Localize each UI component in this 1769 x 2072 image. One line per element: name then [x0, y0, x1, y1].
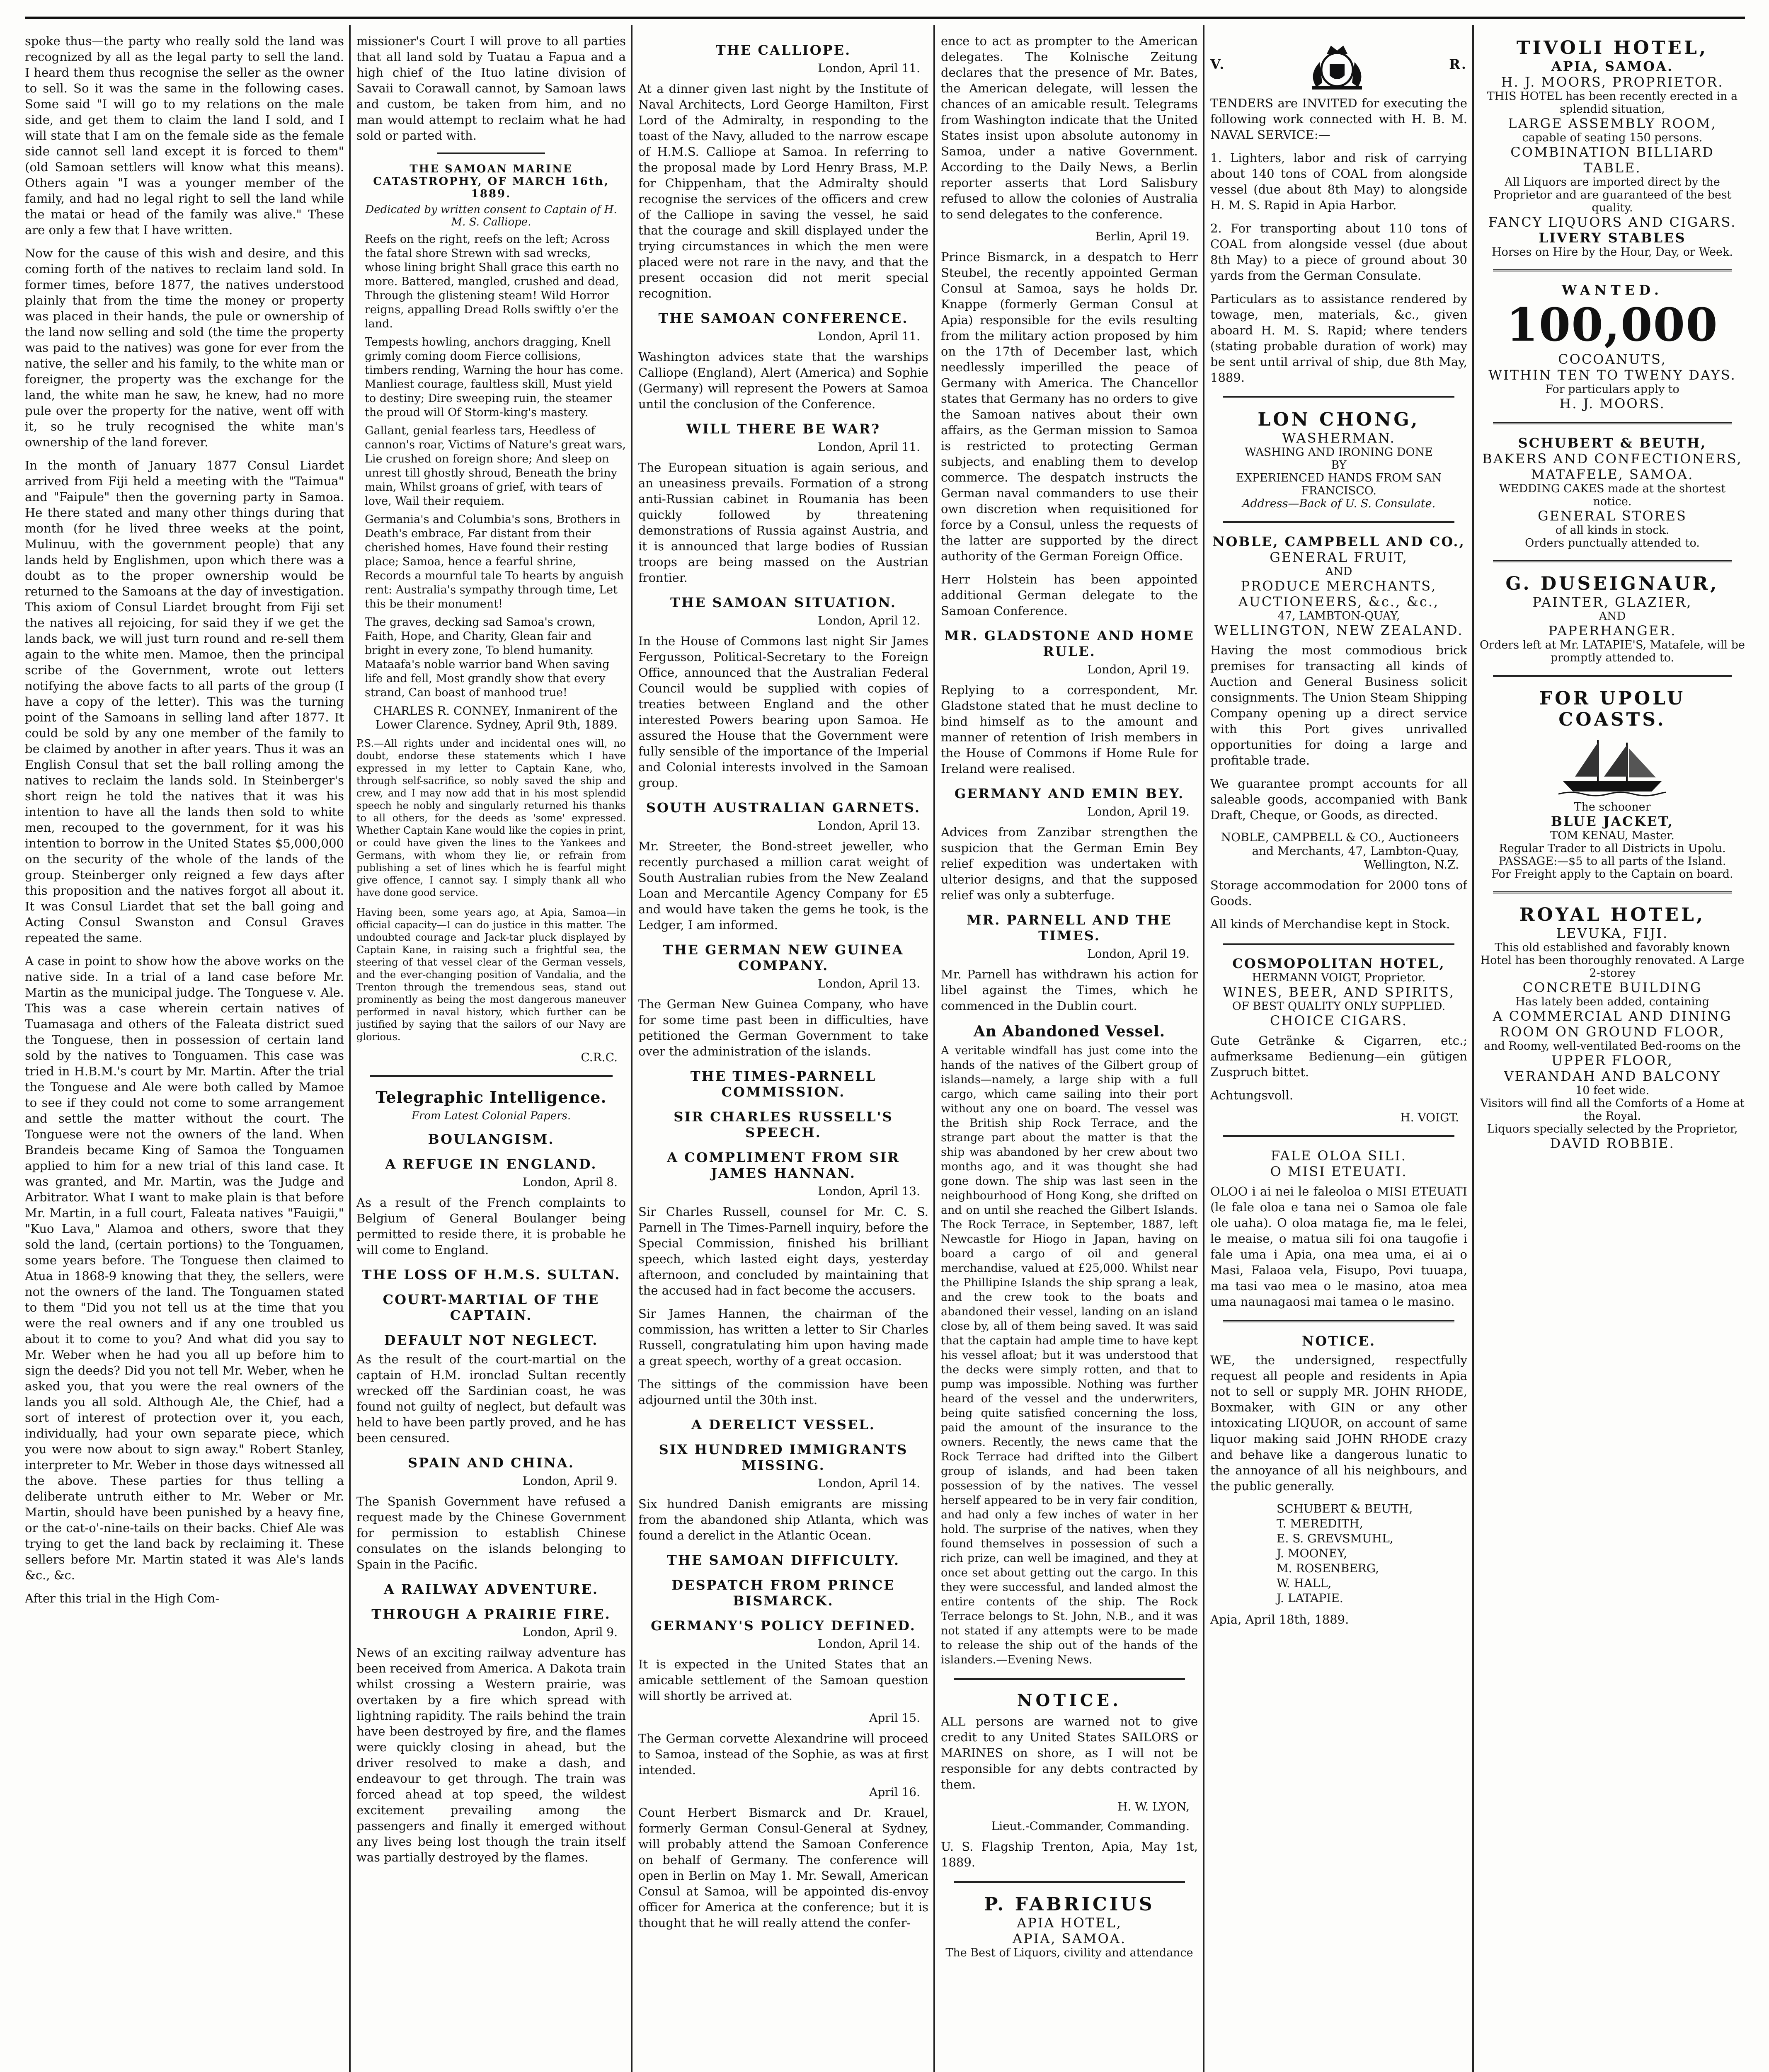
column-5 [1210, 33, 1467, 2072]
dateline: London, April 11. [818, 329, 920, 343]
column-rule [1472, 25, 1474, 2072]
article-paragraph: Six hundred Danish emigrants are missing from the abandoned ship Atlanta, which was found a derelict in the Atlantic Ocean. [638, 1497, 928, 1542]
article-paragraph: In the month of January 1877 Consul Liardet arrived from Fiji held a meeting with the "Taimua" and "Faipule" then the governing party in Samoa. He there stated and many other things during that month (for he lived three weeks at the point, Mulinuu, with the government people) that any lands held by Englishmen, upon which there was a doubt as to the proper ownership would be returned to the Samoans at the day of investigation. This axiom of Consul Liardet brought from Fiji set the natives all rejoicing, for said they if we get the lands back, we will just turn round and re-sell them again to the white men. Mamoe, then the principal scribe of the Government, wrote out letters notifying the above facts to all parts of the group (I have a copy of the letter). This was the turning point of the Samoans in selling land after 1877. It could be sold by any one member of the family to be claimed by another in after years. Thus it was an English Consul that set the ball rolling among the natives to reclaim the lands sold. In Steinberger's short reign he told the natives that it was his intention to have all the lands then sold to white men, recouped to the government, for it was his intention to borrow in the United States $5,000,000 on the security of the whole of the lands of the group. Steinberger only reigned a few days after this proposition and the natives forgot all about it. It was Consul Liardet that set the ball going and Acting Consul Swanston and Consul Graves repeated the same. [25, 458, 344, 945]
headline: THE TIMES-PARNELL COMMISSION. [690, 1068, 877, 1100]
schooner-ship-icon [1558, 734, 1666, 796]
headline: WILL THERE BE WAR? [686, 421, 881, 437]
ad-line: WITHIN TEN TO TWENY DAYS. [1488, 367, 1736, 383]
dateline: London, April 9. [522, 1474, 618, 1488]
tenders-item: 1. Lighters, labor and risk of carrying about 140 tons of COAL from alongside vessel (due about 8th May) to alongside H. M. S. Rapid in Apia Harbor. [1210, 151, 1467, 212]
ad-line: Has lately been added, containing [1515, 995, 1709, 1008]
tenders-item: 2. For transporting about 110 tons of COAL from alongside vessel (due about 8th May) to a piece of ground about 30 yards from the German Consulate. [1210, 221, 1467, 283]
notice-date: Apia, April 18th, 1889. [1210, 1612, 1349, 1627]
dateline: London, April 11. [818, 61, 920, 75]
naval-tenders-ad [1210, 37, 1467, 91]
signatory: T. MEREDITH, [1277, 1517, 1363, 1530]
dateline: Berlin, April 19. [1095, 230, 1190, 243]
article-paragraph: spoke thus—the party who really sold the land was recognized by all as the legal party to sell the land. I heard them thus recognise the seller as the owner to sell. So it was the same in the following cases. Some said "I will go to my relations on the male side, and get them to claim the land I sold, and I will state that I am on the female side as the female side cannot sell land except it is forced to them" (old Samoan settlers will know what this means). Others again "I was a younger member of the family, and had no legal right to sell the land while the matai or head of the family was alive." These are only a few that I have written. [25, 34, 344, 237]
ad-line: Liquors specially selected by the Proprietor, [1487, 1123, 1738, 1135]
ad-line: of all kinds in stock. [1555, 524, 1670, 537]
poem-stanza: The graves, decking sad Samoa's crown, Faith, Hope, and Charity, Glean fair and bright in every zone, To blend humanity. Mataafa's noble warrior band When saving life and fell, Most grandly show that every strand, Can boast of manhood true! [365, 616, 610, 699]
headline: A COMPLIMENT FROM SIR JAMES HANNAN. [667, 1150, 900, 1181]
headline: SOUTH AUSTRALIAN GARNETS. [646, 800, 921, 816]
article-paragraph: Washington advices state that the warships Calliope (England), Alert (America) and Sophie (Germany) will represent the Powers at Samoa until the conclusion of the Conference. [638, 350, 928, 411]
ad-line: THIS HOTEL has been recently erected in a splendid situation, [1487, 90, 1738, 116]
ad-line: AND [1325, 565, 1352, 578]
headline: COURT-MARTIAL OF THE CAPTAIN. [383, 1292, 600, 1323]
ad-text: We guarantee prompt accounts for all saleable goods, accompanied with Bank Draft, Cheque, or Goods, as directed. [1210, 777, 1467, 822]
signatory: E. S. GREVSMUHL, [1277, 1532, 1393, 1545]
ad-signature: NOBLE, CAMPBELL & CO., Auctioneers and Merchants, 47, Lambton-Quay, Wellington, N.Z. [1221, 830, 1459, 871]
article-paragraph: Advices from Zanzibar strengthen the suspicion that the German Emin Bey relief expedition was undertaken with ulterior designs, and that the supposed relief was only a subterfuge. [941, 825, 1198, 902]
ad-line: COASTS. [1558, 709, 1666, 730]
article-paragraph: Replying to a correspondent, Mr. Gladstone stated that he must decline to bind himself as to the amount and manner of retention of Irish members in the House of Commons if Home Rule for Ireland were realised. [941, 683, 1198, 776]
dateline: London, April 19. [1087, 947, 1190, 961]
article-paragraph: The sittings of the commission have been adjourned until the 30th inst. [638, 1377, 928, 1407]
ad-name: FOR UPOLU [1539, 688, 1686, 709]
ad-line: TOM KENAU, Master. [1550, 829, 1674, 842]
ad-line: WELLINGTON, NEW ZEALAND. [1214, 622, 1464, 638]
ad-line: VERANDAH AND BALCONY [1504, 1068, 1721, 1084]
article-paragraph: At a dinner given last night by the Institute of Naval Architects, Lord George Hamilton, First Lord of the Admiralty, in responding to the toast of the Navy, alluded to the narrow escape of H.M.S. Calliope at Samoa. In referring to the proposal made by Lord Henry Brass, M.P. for Chippenham, that the Admiralty should recognise the services of the officers and crew of the Calliope in saving the vessel, he said that the courage and skill displayed under the trying circumstances in which the men were placed were not rare in the navy, and that the present occasion did not merit special recognition. [638, 82, 928, 300]
ad-text: Achtungsvoll. [1210, 1088, 1293, 1102]
divider [1493, 675, 1732, 677]
ad-line: AUCTIONEERS, &c., &c., [1238, 594, 1439, 610]
article-paragraph: Mr. Streeter, the Bond-street jeweller, who recently purchased a million carat weight of South Australian rubies from the New Zealand Loan and Mercantile Agency Company for £5 and would have taken the gems he took, is the Ledger, I am informed. [638, 839, 928, 932]
ad-line: 10 feet wide. [1575, 1084, 1649, 1097]
poem-stanza: Germania's and Columbia's sons, Brothers in Death's embrace, Far distant from their cherished homes, Have found their resting place; Samoa, hence a fearful shrine, Records a mournful tale To hearts by anguish rent: Australia's sympathy through time, Let this be their monument! [365, 513, 624, 610]
royal-crest-icon [1304, 37, 1370, 91]
ad-line: and Roomy, well-ventilated Bed-rooms on the [1484, 1040, 1741, 1053]
lon-chong-ad [1210, 409, 1467, 510]
dateline: London, April 12. [818, 614, 920, 627]
dateline: April 16. [869, 1785, 920, 1799]
ad-line: WASHING AND IRONING DONE [1244, 446, 1433, 459]
tivoli-hotel-ad [1480, 37, 1745, 259]
poem-stanza: Gallant, genial fearless tars, Heedless of cannon's roar, Victims of Nature's great wars, Lie crushed on foreign shore; And sleep on unrest till ghostly shroud, Beneath the briny main, Whilst groans of grief, with tears of love, Wail their requiem. [365, 424, 626, 508]
divider [1223, 396, 1454, 398]
wanted-number: 100,000 [1506, 298, 1718, 351]
ad-line: Orders punctually attended to. [1525, 537, 1700, 549]
headline: A DERELICT VESSEL. [691, 1417, 875, 1433]
headline: SIX HUNDRED IMMIGRANTS MISSING. [659, 1442, 908, 1473]
ad-line: GENERAL FRUIT, [1270, 549, 1408, 565]
ad-line: WASHERMAN. [1282, 430, 1396, 446]
dateline: London, April 8. [522, 1175, 618, 1189]
ad-line: AND [1599, 610, 1626, 623]
ad-line: BLUE JACKET, [1551, 813, 1674, 829]
article-paragraph: Sir James Hannen, the chairman of the commission, has written a letter to Sir Charles Russell, congratulating him upon having made a great speech, worthy of a great occasion. [638, 1307, 928, 1368]
ad-line: PAPERHANGER. [1548, 623, 1677, 639]
headline: THE GERMAN NEW GUINEA COMPANY. [663, 942, 904, 973]
poem-title: THE SAMOAN MARINE CATASTROPHY, OF MARCH 16th, 1889. [373, 163, 609, 200]
headline: SIR CHARLES RUSSELL'S SPEECH. [674, 1109, 893, 1140]
signatory: J. LATAPIE. [1277, 1591, 1343, 1605]
crest-letter: R. [1449, 56, 1467, 72]
column-rule [349, 25, 351, 2072]
article-paragraph: The German corvette Alexandrine will proceed to Samoa, instead of the Sophie, as was at first intended. [638, 1731, 928, 1777]
top-rule [25, 17, 1745, 19]
ad-line: Horses on Hire by the Hour, Day, or Week. [1492, 246, 1733, 259]
ad-signature: DAVID ROBBIE. [1550, 1135, 1675, 1151]
ad-line: capable of seating 150 persons. [1522, 131, 1703, 144]
divider [1223, 943, 1454, 945]
signatory: M. ROSENBERG, [1277, 1561, 1379, 1575]
ad-line: 47, LAMBTON-QUAY, [1277, 610, 1400, 622]
ad-line: PASSAGE:—$5 to all parts of the Island. [1498, 855, 1726, 868]
article-paragraph: The Spanish Government have refused a request made by the Chinese Government for permission to establish Chinese consulates on the islands belonging to Spain in the Pacific. [356, 1494, 626, 1571]
headline: BOULANGISM. [428, 1131, 555, 1147]
headline: A REFUGE IN ENGLAND. [385, 1156, 597, 1172]
signatory: W. HALL, [1277, 1576, 1332, 1590]
poem-stanza: Tempests howling, anchors dragging, Knell grimly coming doom Fierce collisions, timbers rending, Warning the hour has come. Manliest courage, faultless skill, Must yield to destiny; Dire sweeping ruin, the steamer the proud will Of Storm-king's mastery. [365, 336, 624, 419]
section-title: Telegraphic Intelligence. [376, 1088, 607, 1106]
upolu-schooner-ad [1480, 688, 1745, 881]
article-paragraph: missioner's Court I will prove to all parties that all land sold by Tuatau a Fapua and a high chief of the Ituo latine division of Savaii to Corawall cannot, by Samoan laws and custom, be taken from him, and no man would attempt to reclaim what he had sold or parted with. [356, 34, 626, 143]
headline: THE CALLIOPE. [715, 42, 851, 58]
ad-line: Address—Back of U. S. Consulate. [1242, 497, 1436, 510]
fabricius-ad [941, 1894, 1198, 1959]
ad-line: PAINTER, GLAZIER, [1532, 594, 1692, 610]
article-paragraph: Sir Charles Russell, counsel for Mr. C. S. Parnell in The Times-Parnell inquiry, before the Special Commission, finished his brilliant speech, which lasted eight days, yesterday afternoon, and concluded by maintaining that the accused had in fact become the accusers. [638, 1205, 928, 1297]
ad-text: All kinds of Merchandise kept in Stock. [1210, 917, 1450, 931]
schubert-beuth-ad [1480, 435, 1745, 549]
ad-line: Visitors will find all the Comforts of a Home at the Royal. [1480, 1097, 1745, 1123]
divider [1493, 560, 1732, 562]
headline: An Abandoned Vessel. [973, 1023, 1166, 1040]
ad-line: A COMMERCIAL AND DINING ROOM ON GROUND FLOOR, [1493, 1008, 1732, 1040]
cosmopolitan-hotel-ad [1210, 956, 1467, 1029]
notice-place: U. S. Flagship Trenton, Apia, May 1st, 1889. [941, 1840, 1198, 1869]
article-paragraph: Now for the cause of this wish and desire, and this coming forth of the natives to reclaim land sold. In former times, before 1877, the natives understood plainly that from the time the money or property was placed in their hands, the pule or ownership of the land now selling and sold (the time the property was paid to the natives) was gone for ever from the native, the seller and his family, to the white man or foreigner, the property was the exchange for the land, the white man he saw, he knew, had no more pule over the property for the native, went off with it, so he truly recognised the white man's ownership of the land forever. [25, 246, 344, 449]
ad-line: MATAFELE, SAMOA. [1531, 467, 1694, 482]
duseignaur-ad [1480, 573, 1745, 664]
headline: MR. PARNELL AND THE TIMES. [967, 912, 1172, 944]
ad-line: CHOICE CIGARS. [1270, 1013, 1408, 1029]
dateline: April 15. [869, 1711, 920, 1725]
article-paragraph: A veritable windfall has just come into the hands of the natives of the Gilbert group of islands—namely, a large ship with a full cargo, which came sailing into their port without any one on board. The vessel was the British ship Rock Terrace, and the strange part about the matter is that the ship was abandoned by her crew about two months ago, and it was thought she had gone down. The ship was last seen in the neighbourhood of Hong Kong, she drifted on and on until she reached the Gilbert Islands. The Rock Terrace, in September, 1887, left Newcastle for Hiogo in Japan, having on board a cargo of oil and general merchandise, valued at £25,000. Whilst near the Phillipine Islands the ship sprang a leak, and the crew took to the boats and abandoned their vessel, landing on an island close by, all of them being saved. It was said that the captain had ample time to have kept his vessel afloat; but it was understood that the decks were simply rotten, and that to pump was impossible. Nothing was further heard of the vessel and the underwriters, being quite satisfied concerning the loss, paid the amount of the insurance to the owners. Recently, the news came that the Rock Terrace had drifted into the Gilbert group of islands, and had been taken possession of by the natives. The vessel herself appeared to be in very fair condition, and had only a few inches of water in her hold. The surprise of the natives, when they found themselves in possession of such a rich prize, can well be imagined, and they at once set about getting out the cargo. In this they were successful, and landed almost the entire contents of the ship. The Rock Terrace belongs to St. John, N.B., and it was not stated if any attempts were to be made to release the ship out of the hands of the islanders.—Evening News. [941, 1044, 1198, 1666]
column-3 [638, 33, 928, 2072]
ad-line: For Freight apply to the Captain on board. [1491, 868, 1733, 881]
article-paragraph: Mr. Parnell has withdrawn his action for libel against the Times, which he commenced in the Dublin court. [941, 967, 1198, 1013]
ad-line: GENERAL STORES [1538, 508, 1687, 524]
headline: SPAIN AND CHINA. [408, 1455, 574, 1471]
dateline: London, April 13. [818, 1184, 920, 1198]
notice-title: NOTICE. [1017, 1691, 1122, 1710]
headline: THE SAMOAN CONFERENCE. [658, 310, 909, 326]
divider [1223, 1135, 1454, 1137]
notice-text: WE, the undersigned, respectfully request all people and residents in Apia not to sell or supply MR. JOHN RHODE, Boxmaker, with GIN or any other intoxicating LIQUOR, on account of same liquor making said JOHN RHODE crazy and behave like a dangerous lunatic to the annoyance of all his neighbours, and the public generally. [1210, 1353, 1467, 1493]
ad-line: OF BEST QUALITY ONLY SUPPLIED. [1232, 1000, 1446, 1013]
column-1 [25, 33, 344, 2072]
divider [437, 152, 545, 154]
ad-signature: H. VOIGT. [1400, 1111, 1459, 1124]
ad-line: LIVERY STABLES [1539, 230, 1686, 246]
ad-line: The schooner [1574, 801, 1651, 813]
ad-name: LON CHONG, [1258, 409, 1420, 430]
divider [1493, 269, 1732, 271]
column-2 [356, 33, 626, 2072]
headline: MR. GLADSTONE AND HOME RULE. [944, 628, 1195, 659]
ad-line: WEDDING CAKES made at the shortest notice. [1499, 482, 1726, 508]
poem-dedication: Dedicated by written consent to Captain of H. M. S. Calliope. [365, 203, 617, 228]
ad-line: O MISI ETEUATI. [1270, 1164, 1408, 1179]
notice-text: ALL persons are warned not to give credit to any United States SAILORS or MARINES on shore, as I will not be responsible for any debts contracted by them. [941, 1714, 1198, 1791]
ad-line: WINES, BEER, AND SPIRITS, [1223, 984, 1455, 1000]
divider [370, 1075, 613, 1077]
newspaper-page [25, 17, 1745, 2072]
ad-name: FALE OLOA SILI. [1271, 1148, 1407, 1164]
ad-line: H. J. MOORS, PROPRIETOR. [1501, 74, 1724, 90]
ad-line: The Best of Liquors, civility and attendance [945, 1946, 1193, 1959]
column-6 [1480, 33, 1745, 2072]
ad-text: Gute Getränke & Cigarren, etc.; aufmerksame Bedienung—ein gütigen Zuspruch bittet. [1210, 1034, 1467, 1079]
dateline: London, April 13. [818, 977, 920, 990]
ad-name: WANTED. [1562, 282, 1663, 298]
poem-postscript: P.S.—All rights under and incidental ones will, no doubt, endorse these statements which I have expressed in my letter to Captain Kane, who, through self-sacrifice, so nobly saved the ship and crew, and I may now add that in his most splendid speech he nobly and singularly returned his thanks to all others, for the deeds as 'some' expressed. Whether Captain Kane would like the copies in print, or could have given the lines to the Yankees and Germans, with whom they lie, or refrain from publishing a set of lines which he is fearful might give offence, I cannot say. I simply thank all who have done good service. [356, 738, 626, 898]
ad-line: EXPERIENCED HANDS FROM SAN FRANCISCO. [1236, 472, 1442, 497]
crest-letter: V. [1210, 56, 1226, 72]
article-paragraph: News of an exciting railway adventure has been received from America. A Dakota train whilst crossing a Western prairie, was overtaken by a fire which spread with lightning rapidity. The rails behind the train have been destroyed by fire, and the flames were quickly closing in ahead, but the driver resolved to make a dash, and endeavour to get through. The train was forced ahead at top speed, the wildest excitement prevailing among the passengers and finally it emerged without any lives being lost though the train itself was partially destroyed by the flames. [356, 1646, 626, 1864]
article-paragraph: After this trial in the High Com- [25, 1591, 220, 1605]
tenders-item: Particulars as to assistance rendered by towage, men, materials, &c., given aboard H. M. S. Rapid; where tenders (stating probable duration of work) may be sent until arrival of ship, due 8th May, 1889. [1210, 292, 1467, 385]
royal-hotel-ad [1480, 904, 1745, 1151]
article-paragraph: Count Herbert Bismarck and Dr. Krauel, formerly German Consul-General at Sydney, will probably attend the Samoan Conference on behalf of Germany. The conference will open in Berlin on May 1. Mr. Sewall, American Consul at Samoa, will be appointed dis-envoy officer for America at the conference; but it is thought that he will really attend the confer- [638, 1806, 928, 1930]
signatory: SCHUBERT & BEUTH, [1277, 1502, 1413, 1515]
ad-line: Orders left at Mr. LATAPIE'S, Matafele, will be promptly attended to. [1480, 639, 1745, 664]
ad-line: APIA HOTEL, [1017, 1915, 1122, 1931]
ad-line: LEVUKA, FIJI. [1556, 925, 1669, 941]
article-paragraph: Herr Holstein has been appointed additional German delegate to the Samoan Conference. [941, 572, 1198, 618]
ad-line: BAKERS AND CONFECTIONERS, [1482, 451, 1742, 467]
dateline: London, April 14. [818, 1477, 920, 1490]
ad-line: This old established and favorably known Hotel has been thoroughly renovated. A Large 2-storey [1480, 941, 1745, 980]
column-4 [941, 33, 1198, 2072]
signatory: J. MOONEY, [1277, 1547, 1347, 1560]
headline: THE SAMOAN DIFFICULTY. [666, 1552, 900, 1568]
ad-name: SCHUBERT & BEUTH, [1518, 435, 1707, 451]
ad-line: BY [1331, 459, 1347, 472]
ad-line: For particulars apply to [1545, 383, 1679, 396]
divider [954, 1678, 1185, 1680]
ad-line: CONCRETE BUILDING [1522, 980, 1702, 995]
headline: DESPATCH FROM PRINCE BISMARCK. [671, 1577, 895, 1609]
ad-line: UPPER FLOOR, [1551, 1053, 1673, 1068]
wanted-ad [1480, 282, 1745, 411]
noble-campbell-ad [1210, 534, 1467, 638]
divider [1493, 891, 1732, 893]
headline: THE SAMOAN SITUATION. [670, 595, 897, 610]
poem-author: CHARLES R. CONNEY, Inmanirent of the Lower Clarence. Sydney, April 9th, 1889. [373, 704, 618, 731]
dateline: London, April 19. [1087, 663, 1190, 676]
ad-name: ROYAL HOTEL, [1519, 904, 1706, 925]
ad-text: Storage accommodation for 2000 tons of Goods. [1210, 878, 1467, 908]
headline: GERMANY'S POLICY DEFINED. [651, 1618, 916, 1634]
article-paragraph: In the House of Commons last night Sir James Fergusson, Political-Secretary to the Foreign Office, announced that the Australian Federal Council would be supplied with copies of treaties between England and the other interested Powers bearing upon Samoa. He assured the House that the Government were fully sensible of the importance of the Imperial and Colonial interests involved in the Samoan group. [638, 634, 928, 790]
headline: THE LOSS OF H.M.S. SULTAN. [361, 1267, 621, 1283]
article-paragraph: ence to act as prompter to the American delegates. The Kolnische Zeitung declares that the presence of Mr. Bates, the American delegate, will lessen the chances of an amicable result. Telegrams from Washington indicate that the United States insist upon absolute autonomy in Samoa, under a native Government. According to the Daily News, a Berlin reporter asserts that Lord Salisbury refused to allow the colonies of Australia to send delegates to the conference. [941, 34, 1198, 221]
ad-line: COCOANUTS, [1558, 351, 1667, 367]
article-paragraph: Prince Bismarck, in a despatch to Herr Steubel, the recently appointed German Consul at Samoa, says he holds Dr. Knappe (formerly German Consul at Apia) responsible for the evils resulting from the military action proposed by him on the 17th of December last, which needlessly imperilled the peace of Germany with America. The Chancellor states that Germany has no orders to give the Samoan natives about their own affairs, as the German mission to Samoa is restricted to protecting German subjects, and enabling them to develop commerce. The despatch instructs the German naval commanders to use their own discretion when requisitioned for force by a Consul, unless the requests of the latter are supported by the direct authority of the German Foreign Office. [941, 250, 1198, 563]
article-paragraph: As the result of the court-martial on the captain of H.M. ironclad Sultan recently wrecked off the Sardinian coast, he was found not guilty of neglect, but default was held to have been partly proved, and he has been censured. [356, 1352, 626, 1445]
fale-oloa-ad [1210, 1148, 1467, 1179]
column-rule [631, 25, 632, 2072]
ad-line: Regular Trader to all Districts in Upolu. [1499, 842, 1726, 855]
ad-line: APIA, SAMOA. [1012, 1931, 1127, 1946]
dateline: London, April 9. [522, 1625, 618, 1639]
poem-stanza: Reefs on the right, reefs on the left; Across the fatal shore Strewn with sad wrecks, whose lining bright Shall grace this earth no more. Battered, mangled, crushed and dead, Through the glistening steam! Wild Horror reigns, appalling Dread Rolls swiftly o'er the land. [365, 233, 619, 330]
ad-name: TIVOLI HOTEL, [1516, 37, 1708, 58]
notice-title: NOTICE. [1302, 1333, 1376, 1349]
notice-signature: H. W. LYON, [1117, 1800, 1190, 1813]
ad-line: COMBINATION BILLIARD TABLE. [1510, 144, 1714, 176]
ad-name: P. FABRICIUS [984, 1894, 1155, 1915]
headline: GERMANY AND EMIN BEY. [954, 786, 1185, 801]
article-paragraph: The European situation is again serious, and an uneasiness prevails. Formation of a strong anti-Russian cabinet in Roumania has been quickly followed by threatening demonstrations of Russia against Austria, and it is announced that large bodies of Russian troops are being massed on the Austrian frontier. [638, 460, 928, 585]
ad-line: All Liquors are imported direct by the Proprietor and are guaranteed of the best quality. [1493, 176, 1732, 214]
ad-text: Having the most commodious brick premises for transacting all kinds of Auction and General Business solicit consignments. The Union Steam Shipping Company opening up a direct service with this Port gives unrivalled opportunities for doing a large and profitable trade. [1210, 643, 1467, 767]
divider [1223, 521, 1454, 523]
ad-text: OLOO i ai nei le faleoloa o MISI ETEUATI (le fale oloa e tana nei o Samoa ole fale ole uaha). O oloa mataga fie, ma le felei, le meaise, o matua sili foi ona taugofie i fale uma i Apia, ona mea uma, ei ai o Masi, Falaoa vela, Fisupo, Povi tuuapa, ma tasi vao mea o le masino, atoa mea uma naunagaosi mai tamea o le masino. [1210, 1184, 1467, 1309]
ad-line: APIA, SAMOA. [1551, 58, 1674, 74]
ad-name: COSMOPOLITAN HOTEL, [1232, 956, 1445, 971]
article-paragraph: As a result of the French complaints to Belgium of General Boulanger being permitted to reside there, it is probable he will come to England. [356, 1196, 626, 1257]
article-paragraph: The German New Guinea Company, who have for some time past been in difficulties, have petitioned the German Government to take over the administration of the islands. [638, 997, 928, 1058]
divider [1223, 1320, 1454, 1322]
ad-line: LARGE ASSEMBLY ROOM, [1508, 116, 1717, 131]
poem-signature: C.R.C. [581, 1051, 618, 1064]
ad-line: FANCY LIQUORS AND CIGARS. [1488, 214, 1737, 230]
article-paragraph: A case in point to show how the above works on the native side. In a trial of a land case before Mr. Martin as the municipal judge. The Tonguese v. Ale. This was a case wherein certain natives of Tuamasaga and others of the Faleata district sued the Tonguese, then in possession of certain land sold by the natives to Tonguamen. This case was tried in H.B.M.'s court by Mr. Martin. After the trial the Tonguese and Ale were both called by Mamoe to see if they could not come to some arrangement and settle the matter without the court. The Tonguese were not the owners of the land. When Brandeis became King of Samoa the Tonguamen applied to him for a new trial of this land case. It was granted, and Mr. Martin, was the Judge and Arbitrator. What I want to make plain is that before Mr. Martin, in a full court, Faleata natives "Fauigii," "Kuo Lava," Alamoa and others, swore that they sold the land, (certain portions) to the Tonguamen, some years before. The Tonguese then claimed to Atua in 1868-9 knowing that they, the sellers, were not the owners of the land. The Tonguamen stated to them "Did you not tell us at the time that you were the real owners and if any one troubled us about it to come to you? And what did you say to Mr. Weber when he had you all up before him to sign the deeds? Did you not tell Mr. Weber, when he asked you, that you were the real owners of the lands you all sold. Although Ale, the Chief, had a sort of interest of protection over it, you each, individually, had your own separate piece, which you were now about to sign away." Robert Stanley, interpreter to Mr. Weber in those days witnessed all the above. These parties for thus telling a deliberate untruth either to Mr. Weber or Mr. Martin, should have been punished by a heavy fine, or the cat-o'-nine-tails on their backs. Chief Ale was trying to get the land back by reclaiming it. These sellers before Mr. Martin stated it was Ale's lands &c., &c. [25, 954, 344, 1582]
tenders-text: TENDERS are INVITED for executing the following work connected with H. B. M. NAVAL SERVICE:— [1210, 96, 1467, 142]
ad-name: NOBLE, CAMPBELL AND CO., [1212, 534, 1465, 549]
column-rule [933, 25, 935, 2072]
dateline: London, April 14. [818, 1637, 920, 1651]
dateline: London, April 11. [818, 440, 920, 454]
ad-signature: H. J. MOORS. [1559, 396, 1665, 411]
ad-line: PRODUCE MERCHANTS, [1241, 578, 1437, 594]
ad-name: G. DUSEIGNAUR, [1505, 573, 1719, 594]
dateline: London, April 13. [818, 819, 920, 833]
divider [954, 1881, 1185, 1883]
headline: A RAILWAY ADVENTURE. [383, 1581, 599, 1597]
dateline: London, April 19. [1087, 805, 1190, 818]
headline: DEFAULT NOT NEGLECT. [384, 1332, 599, 1348]
column-rule [1203, 25, 1204, 2072]
poem-postscript: Having been, some years ago, at Apia, Samoa—in official capacity—I can do justice in this matter. The undoubted courage and Jack-tar pluck displayed by Captain Kane, in raising such a frightful sea, the steering of that vessel clear of the German vessels, and the ever-changing position of Vandalia, and the Trenton through the tremendous seas, stand out prominently as being the most dangerous maneuver performed in naval history, which further can be justified by saying that the sailors of our Navy are glorious. [356, 907, 626, 1043]
ad-line: HERMANN VOIGT, Proprietor. [1252, 971, 1426, 984]
article-paragraph: It is expected in the United States that an amicable settlement of the Samoan question will shortly be arrived at. [638, 1657, 928, 1703]
section-subtitle: From Latest Colonial Papers. [411, 1110, 571, 1122]
divider [1493, 422, 1732, 424]
notice-rank: Lieut.-Commander, Commanding. [991, 1819, 1190, 1833]
poem [356, 232, 626, 700]
headline: THROUGH A PRAIRIE FIRE. [371, 1606, 611, 1622]
notice-signatories [1277, 1501, 1467, 1606]
